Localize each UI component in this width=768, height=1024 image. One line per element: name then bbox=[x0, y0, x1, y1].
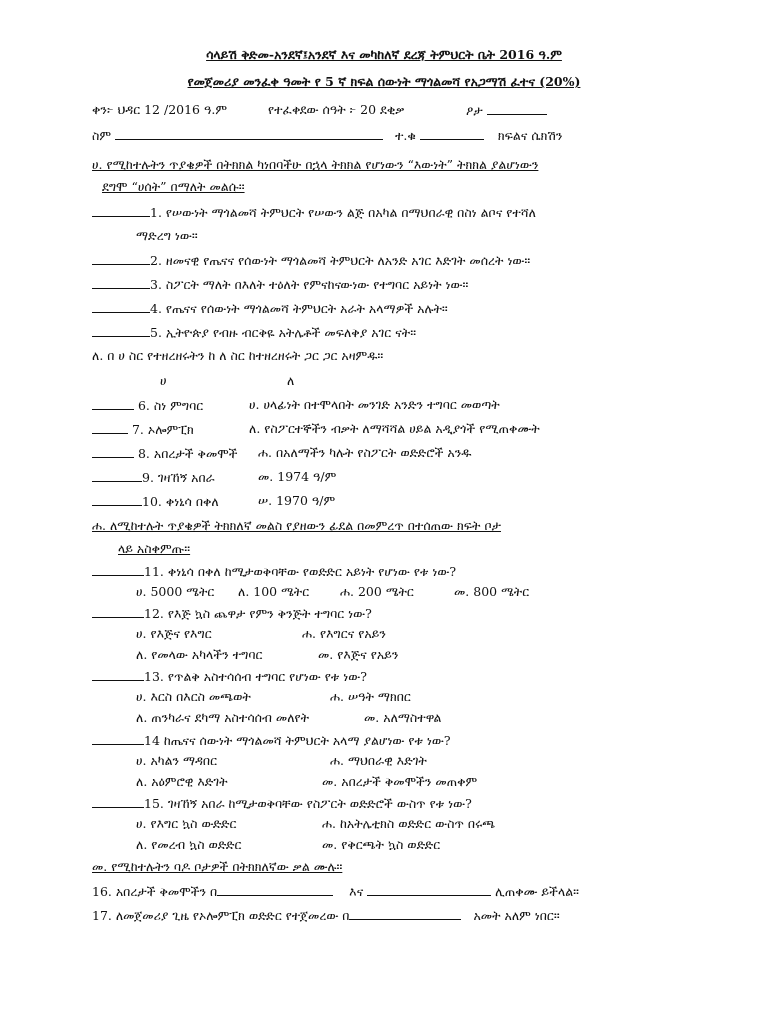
exam-title: የመጀመሪያ መንፈቀ ዓመት የ 5 ኛ ክፍል ሰውነት ማጎልመሻ የአጋማሽ ፈተና (20%) bbox=[187, 74, 581, 89]
section-a-instruction: ሀ. የሚከተሉትን ጥያቄዎች በትክክል ካነበባችሁ በኋላ ትክክል የሆነውን “እውነት” ትክክል ያልሆነውን bbox=[92, 157, 539, 172]
answer-blank-10[interactable] bbox=[92, 492, 142, 506]
q15-option-d: መ. የቅርጫት ኳስ ወድድር bbox=[322, 837, 441, 852]
question-6: 6. ስነ ምግባር bbox=[92, 396, 203, 415]
q13-option-d: መ. አለማስተዋል bbox=[364, 710, 442, 725]
q13-option-a: ሀ. እርስ በእርስ መጫወት bbox=[136, 689, 251, 704]
q14-option-c: ሐ. ማህበራዊ እድገት bbox=[330, 753, 427, 768]
question-13: 13. የጥልቅ አስተሳሰብ ተግባር የሆነው የቱ ነው? bbox=[92, 667, 367, 686]
option-e: ሠ. 1970 ዓ/ም bbox=[258, 493, 336, 508]
column-b-heading: ለ bbox=[287, 373, 295, 388]
q14-option-b: ለ. አዕምሮዊ እድገት bbox=[136, 774, 228, 789]
answer-blank-1[interactable] bbox=[92, 203, 150, 217]
question-10: 10. ቀነኒሳ በቀለ bbox=[92, 492, 219, 511]
answer-blank-7[interactable] bbox=[92, 420, 128, 434]
exam-date: ቀን፦ ህዳር 12 /2016 ዓ.ም bbox=[92, 102, 227, 117]
question-2: 2. ዘመናዊ የጤናና የሰውነት ማጎልመሻ ትምህርት ለአንድ አገር እድገት መሰረት ነው። bbox=[92, 251, 530, 270]
answer-blank-11[interactable] bbox=[92, 562, 144, 576]
score-label: ዖታ bbox=[466, 103, 483, 118]
q13-option-c: ሐ. ሠዓት ማክበር bbox=[330, 689, 411, 704]
option-d: መ. 1974 ዓ/ም bbox=[258, 469, 337, 484]
section-label: ክፍልና ሴክሽን bbox=[497, 128, 563, 143]
roll-blank[interactable] bbox=[420, 126, 484, 140]
q15-option-a: ሀ. የእግር ኳስ ውድድር bbox=[136, 816, 237, 831]
q14-option-a: ሀ. አካልን ማዳበር bbox=[136, 753, 217, 768]
question-4: 4. የጤናና የሰውነት ማጎልመሻ ትምህርት አራት አላማዎች አሉት። bbox=[92, 299, 448, 318]
fill-blank-16a[interactable] bbox=[217, 882, 333, 896]
question-14: 14 ከጤናና ሰውነት ማጎልመሻ ትምህርት አላማ ያልሆነው የቱ ነው? bbox=[92, 731, 451, 750]
question-1-cont: ማድረግ ነው። bbox=[136, 228, 198, 243]
q11-option-d: መ. 800 ሜትር bbox=[454, 584, 530, 599]
column-a-heading: ሀ bbox=[160, 373, 167, 388]
question-3: 3. ስፖርት ማለት በእለት ተዕለት የምናከናውነው የተግባር አይነት ነው። bbox=[92, 275, 468, 294]
q11-option-c: ሐ. 200 ሜትር bbox=[340, 584, 414, 599]
score-field bbox=[466, 101, 547, 120]
section-b-instruction: ለ. በ ሀ ስር የተዘረዘሩትን ከ ለ ስር ከተዘረዘሩት ጋር ጋር አዛምዱ። bbox=[92, 348, 384, 363]
question-8: 8. አበረታች ቅመሞች bbox=[92, 444, 238, 463]
q11-option-b: ለ. 100 ሜትር bbox=[238, 584, 310, 599]
q12-option-b: ለ. የመላው አካላችን ተግባር bbox=[136, 647, 263, 662]
section-d-instruction: መ. የሚከተሉትን ባዶ ቦታዎች በትክክለኛው ቃል ሙሉ። bbox=[92, 859, 343, 874]
answer-blank-9[interactable] bbox=[92, 468, 142, 482]
name-blank[interactable] bbox=[115, 126, 383, 140]
question-5: 5. ኢትዮጵያ የብዙ ብርቅዬ አትሌቶች መፍለቅያ አገር ናት። bbox=[92, 323, 416, 342]
q15-option-c: ሐ. ከአትሌቲክስ ወድድር ውስጥ በሩጫ bbox=[322, 816, 496, 831]
question-7: 7. ኦሎምፒክ bbox=[92, 420, 194, 439]
q15-option-b: ለ. የመረብ ኳስ ወድድር bbox=[136, 837, 242, 852]
answer-blank-5[interactable] bbox=[92, 323, 150, 337]
answer-blank-15[interactable] bbox=[92, 794, 144, 808]
question-12: 12. የእጅ ኳስ ጨዋታ የምን ቅንጅት ተግባር ነው? bbox=[92, 604, 372, 623]
fill-blank-17[interactable] bbox=[349, 906, 461, 920]
section-c-instruction: ሐ. ለሚከተሉት ጥያቄዎች ትክክለኛ መልስ የያዘውን ፊደል በመምረጥ በተሰጠው ክፍት ቦታ bbox=[92, 518, 501, 533]
score-blank[interactable] bbox=[487, 101, 547, 115]
option-b: ለ. የስፖርተኞችን ብቃት ለማሻሻል ሀይል አዲያጎች የሚጠቀሙት bbox=[249, 421, 540, 436]
question-11: 11. ቀነኒሳ በቀለ ከሚታወቅባቸው የወድድር አይነት የሆነው የቱ ነው? bbox=[92, 562, 456, 581]
section-c-instruction-cont: ላይ አስቀምጡ። bbox=[118, 541, 191, 556]
q13-option-b: ለ. ጠንካራና ደካማ አስተሳሰብ መለየት bbox=[136, 710, 310, 725]
q12-option-d: መ. የእጅና የአይን bbox=[318, 647, 399, 662]
question-15: 15. ገዛኸኝ አበራ ከሚታወቅባቸው የስፖርት ወድድሮች ውስጥ የቱ ነው? bbox=[92, 794, 472, 813]
q11-option-a: ሀ. 5000 ሜትር bbox=[136, 584, 215, 599]
question-1: 1. የሠውነት ማጎልመሻ ትምህርት የሠውን ልጅ በአካል በማህበራዊ በስነ ልቦና የተሻለ bbox=[92, 203, 536, 222]
school-title: ሳላይሽ ቅድመ-አንደኛ፤አንደኛ እና መካከለኛ ደረጃ ትምህርት ቤት 2016 ዓ.ም bbox=[206, 47, 562, 62]
answer-blank-3[interactable] bbox=[92, 275, 150, 289]
fill-blank-16b[interactable] bbox=[367, 882, 491, 896]
answer-blank-6[interactable] bbox=[92, 396, 134, 410]
question-17: 17. ለመጀመሪያ ጊዜ የኦሎምፒክ ወድድር የተጀመረው በ አመት አለም ነበር። bbox=[92, 908, 560, 923]
section-a-instruction-cont: ደግሞ “ሀሰት” በማለት መልሱ። bbox=[102, 179, 245, 194]
q12-option-c: ሐ. የእግርና የአይን bbox=[302, 626, 386, 641]
option-c: ሐ. በአለማችን ካሉት የስፖርት ወድድሮች አንዱ bbox=[258, 445, 472, 460]
answer-blank-12[interactable] bbox=[92, 604, 144, 618]
name-label: ስም bbox=[92, 128, 112, 143]
answer-blank-13[interactable] bbox=[92, 667, 144, 681]
question-9: 9. ገዛኸኝ አበራ bbox=[92, 468, 215, 487]
answer-blank-14[interactable] bbox=[92, 731, 144, 745]
student-info-row bbox=[92, 126, 562, 145]
question-16: 16. አበረታች ቅመሞችን በ እና ሊጠቀሙ ይችላል። bbox=[92, 884, 579, 899]
option-a: ሀ. ሀላፊነት በተሞላበት መንገድ አንድን ተግባር መወጣት bbox=[249, 397, 500, 412]
answer-blank-2[interactable] bbox=[92, 251, 150, 265]
q12-option-a: ሀ. የእጅና የእግር bbox=[136, 626, 212, 641]
q14-option-d: መ. አበረታች ቅመሞችን መጠቀም bbox=[322, 774, 478, 789]
answer-blank-4[interactable] bbox=[92, 299, 150, 313]
answer-blank-8[interactable] bbox=[92, 444, 134, 458]
time-allowed: የተፈቀደው ሰዓት ፦ 20 ደቂቃ bbox=[268, 102, 405, 117]
roll-label: ተ.ቁ bbox=[394, 128, 416, 143]
